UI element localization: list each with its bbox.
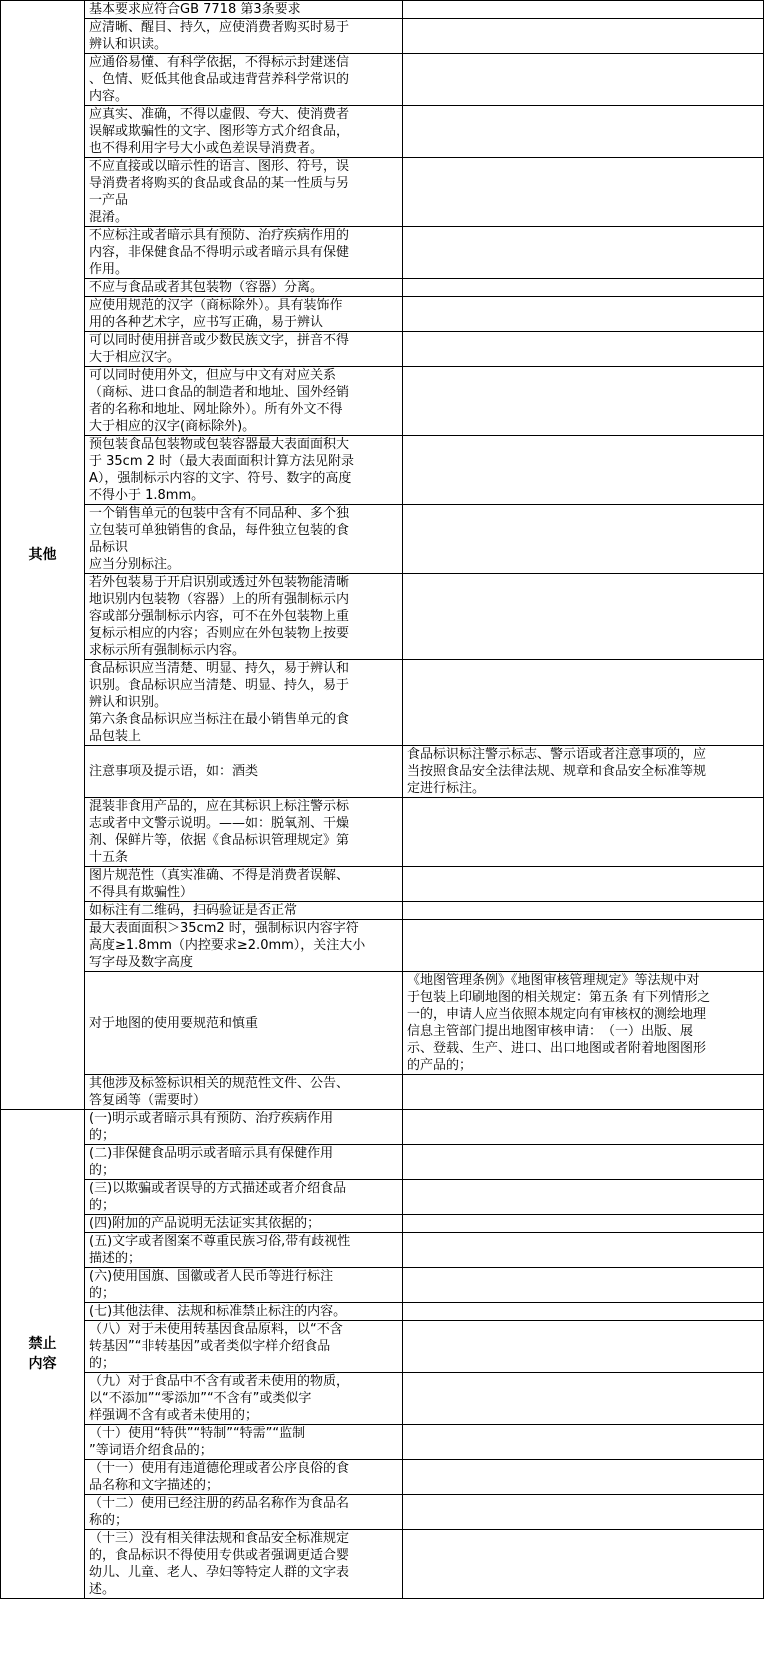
note-cell — [403, 798, 764, 867]
note-cell — [403, 436, 764, 505]
note-cell — [403, 1303, 764, 1321]
note-cell — [403, 902, 764, 920]
category-cell: 禁止内容 — [1, 1110, 85, 1599]
requirement-cell: (七)其他法律、法规和标准禁止标注的内容。 — [85, 1303, 403, 1321]
note-cell — [403, 1495, 764, 1530]
requirement-cell: （十）使用“特供”“特制”“特需”“监制 ”等词语介绍食品的； — [85, 1425, 403, 1460]
table-row — [1, 1425, 764, 1460]
table-row — [1, 798, 764, 867]
table-row — [1, 867, 764, 902]
note-cell — [403, 1268, 764, 1303]
table-row — [1, 297, 764, 332]
note-cell — [403, 227, 764, 279]
note-cell — [403, 1425, 764, 1460]
table-row — [1, 54, 764, 106]
note-cell: 《地图管理条例》《地图审核管理规定》等法规中对 于包装上印刷地图的相关规定：第五条 有下列情形之 一的，申请人应当依照本规定向有审核权的测绘地理 信息主管部门提出地图审核申请： （一）出版、展 示、登载、生产、进口、出口地图或者附着地图图形 的产品的； — [403, 972, 764, 1075]
requirement-cell: 可以同时使用拼音或少数民族文字，拼音不得 大于相应汉字。 — [85, 332, 403, 367]
requirement-cell: 基本要求应符合GB 7718 第3条要求 — [85, 1, 403, 19]
table-row — [1, 436, 764, 505]
table-row — [1, 1145, 764, 1180]
table-row — [1, 279, 764, 297]
table-row — [1, 158, 764, 227]
note-cell — [403, 158, 764, 227]
table-row — [1, 920, 764, 972]
note-cell — [403, 367, 764, 436]
note-cell — [403, 1460, 764, 1495]
note-cell: 食品标识标注警示标志、警示语或者注意事项的，应 当按照食品安全法律法规、规章和食品安全标准等规 定进行标注。 — [403, 746, 764, 798]
table-row — [1, 1215, 764, 1233]
requirement-cell: 混装非食用产品的，应在其标识上标注警示标 志或者中文警示说明。——如：脱氧剂、干燥 剂、保鲜片等，依据《食品标识管理规定》第 十五条 — [85, 798, 403, 867]
note-cell — [403, 297, 764, 332]
note-cell — [403, 1215, 764, 1233]
table-row — [1, 106, 764, 158]
requirement-cell: 应清晰、醒目、持久，应使消费者购买时易于 辨认和识读。 — [85, 19, 403, 54]
requirement-cell: 最大表面面积＞35cm2 时，强制标识内容字符 高度≥1.8mm（内控要求≥2.0mm），关注大小 写字母及数字高度 — [85, 920, 403, 972]
requirement-cell: （八）对于未使用转基因食品原料，以“不含 转基因”“非转基因”或者类似字样介绍食品 的； — [85, 1321, 403, 1373]
requirement-cell: 可以同时使用外文，但应与中文有对应关系 （商标、进口食品的制造者和地址、国外经销 者的名称和地址、网址除外）。所有外文不得 大于相应的汉字(商标除外)。 — [85, 367, 403, 436]
requirement-cell: （九）对于食品中不含有或者未使用的物质， 以“不添加”“零添加”“不含有”或类似字 样强调不含有或者未使用的； — [85, 1373, 403, 1425]
table-row — [1, 1321, 764, 1373]
note-cell — [403, 54, 764, 106]
note-cell — [403, 279, 764, 297]
note-cell — [403, 1110, 764, 1145]
table-row — [1, 1373, 764, 1425]
note-cell — [403, 920, 764, 972]
requirement-cell: （十二）使用已经注册的药品名称作为食品名 称的； — [85, 1495, 403, 1530]
note-cell — [403, 1180, 764, 1215]
table-row — [1, 1110, 764, 1145]
requirement-cell: 不应标注或者暗示具有预防、治疗疾病作用的 内容，非保健食品不得明示或者暗示具有保健 作用。 — [85, 227, 403, 279]
requirement-cell: 应使用规范的汉字（商标除外）。具有装饰作 用的各种艺术字，应书写正确，易于辨认 — [85, 297, 403, 332]
note-cell — [403, 1, 764, 19]
table-row — [1, 332, 764, 367]
table-row — [1, 227, 764, 279]
requirement-cell: 注意事项及提示语，如：酒类 — [85, 746, 403, 798]
note-cell — [403, 1075, 764, 1110]
table-row — [1, 1, 764, 19]
requirement-cell: 预包装食品包装物或包装容器最大表面面积大 于 35cm 2 时（最大表面面积计算方法见附录 A），强制标示内容的文字、符号、数字的高度 不得小于 1.8mm。 — [85, 436, 403, 505]
requirement-cell: 应通俗易懂、有科学依据，不得标示封建迷信 、色情、贬低其他食品或违背营养科学常识的 内容。 — [85, 54, 403, 106]
table-row — [1, 367, 764, 436]
note-cell — [403, 1530, 764, 1599]
requirement-cell: （十三）没有相关律法规和食品安全标准规定 的，食品标识不得使用专供或者强调更适合婴 幼儿、儿童、老人、孕妇等特定人群的文字表 述。 — [85, 1530, 403, 1599]
table-row — [1, 972, 764, 1075]
note-cell — [403, 505, 764, 574]
table-row — [1, 505, 764, 574]
table-row — [1, 660, 764, 746]
note-cell — [403, 574, 764, 660]
requirement-cell: 一个销售单元的包装中含有不同品种、多个独 立包装可单独销售的食品，每件独立包装的食 品标识 应当分别标注。 — [85, 505, 403, 574]
note-cell — [403, 660, 764, 746]
requirement-cell: 如标注有二维码，扫码验证是否正常 — [85, 902, 403, 920]
table-row — [1, 902, 764, 920]
requirement-cell: (五)文字或者图案不尊重民族习俗,带有歧视性 描述的； — [85, 1233, 403, 1268]
requirement-cell: 对于地图的使用要规范和慎重 — [85, 972, 403, 1075]
note-cell — [403, 1233, 764, 1268]
note-cell — [403, 1321, 764, 1373]
category-cell: 其他 — [1, 1, 85, 1110]
requirement-cell: 其他涉及标签标识相关的规范性文件、公告、 答复函等（需要时） — [85, 1075, 403, 1110]
table-row — [1, 1075, 764, 1110]
requirement-cell: (二)非保健食品明示或者暗示具有保健作用 的； — [85, 1145, 403, 1180]
requirement-cell: (三)以欺骗或者误导的方式描述或者介绍食品 的； — [85, 1180, 403, 1215]
table-body — [1, 1, 764, 1599]
requirement-cell: 不应直接或以暗示性的语言、图形、符号，误 导消费者将购买的食品或食品的某一性质与另 一产品 混淆。 — [85, 158, 403, 227]
requirement-cell: 食品标识应当清楚、明显、持久，易于辨认和 识别。食品标识应当清楚、明显、持久，易于 辨认和识别。 第六条食品标识应当标注在最小销售单元的食 品包装上 — [85, 660, 403, 746]
table-row — [1, 574, 764, 660]
requirement-cell: 图片规范性（真实准确、不得是消费者误解、 不得具有欺骗性） — [85, 867, 403, 902]
table-row — [1, 746, 764, 798]
table-row — [1, 1303, 764, 1321]
note-cell — [403, 867, 764, 902]
requirement-cell: 应真实、准确，不得以虚假、夸大、使消费者 误解或欺骗性的文字、图形等方式介绍食品， 也不得利用字号大小或色差误导消费者。 — [85, 106, 403, 158]
table-row — [1, 1530, 764, 1599]
table-row — [1, 1180, 764, 1215]
table-row — [1, 19, 764, 54]
requirement-cell: 不应与食品或者其包装物（容器）分离。 — [85, 279, 403, 297]
table-row — [1, 1268, 764, 1303]
table-row — [1, 1495, 764, 1530]
requirement-cell: 若外包装易于开启识别或透过外包装物能清晰 地识别内包装物（容器）上的所有强制标示内 容或部分强制标示内容，可不在外包装物上重 复标示相应的内容；否则应在外包装物上按要 求标示所有强制标示内容。 — [85, 574, 403, 660]
note-cell — [403, 1373, 764, 1425]
note-cell — [403, 332, 764, 367]
requirement-cell: (一)明示或者暗示具有预防、治疗疾病作用 的； — [85, 1110, 403, 1145]
note-cell — [403, 106, 764, 158]
note-cell — [403, 1145, 764, 1180]
requirement-cell: (六)使用国旗、国徽或者人民币等进行标注 的； — [85, 1268, 403, 1303]
note-cell — [403, 19, 764, 54]
requirement-cell: （十一）使用有违道德伦理或者公序良俗的食 品名称和文字描述的； — [85, 1460, 403, 1495]
table-row — [1, 1233, 764, 1268]
requirement-cell: (四)附加的产品说明无法证实其依据的； — [85, 1215, 403, 1233]
table-row — [1, 1460, 764, 1495]
